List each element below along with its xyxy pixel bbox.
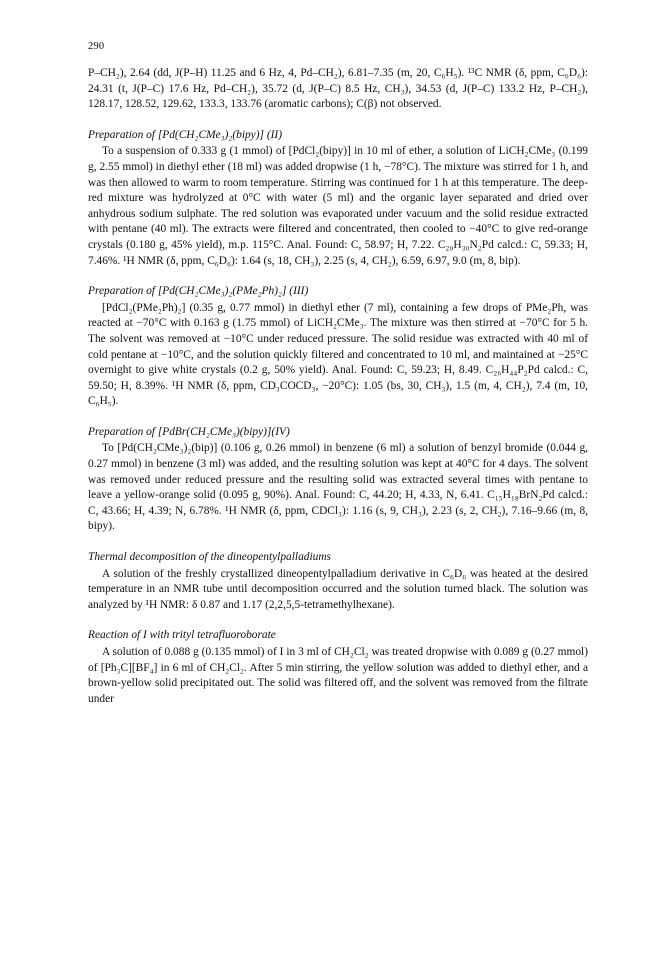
section-heading: Preparation of [Pd(CH₂CMe₃)₂(PMe₂Ph)₂] (III) (88, 285, 309, 298)
section-prep-iv (88, 425, 588, 535)
section-paragraph: [PdCl₂(PMe₂Ph)₂] (0.35 g, 0.77 mmol) in diethyl ether (7 ml), containing a few drops of PMe₂Ph, was reacted at −70°C with 0.163 g (1.75 mmol) of LiCH₂CMe₃. The mixture was then stirred at −70°C for 5 h. The solvent was removed at −10°C under reduced pressure. The solid residue was extracted with 40 ml of cold pentane at −10°C, and the solution quickly filtered and concentrated to 10 ml, and maintained at −25°C overnight to give white crystals (0.2 g, 50% yield). Anal. Found: C, 59.23; H, 8.49. C₂₆H₄₄P₂Pd calcd.: C, 59.50; H, 8.39%. ¹H NMR (δ, ppm, CD₃COCD₃, −20°C): 1.05 (bs, 30, CH₃), 1.5 (m, 4, CH₂), 7.4 (m, 10, C₆H₅). (88, 301, 588, 408)
section-paragraph: A solution of the freshly crystallized dineopentylpalladium derivative in C₆D₆ was heated at the desired temperature in an NMR tube until decomposition occurred and the solution turned black. The solution was analyzed by ¹H NMR: δ 0.87 and 1.17 (2,2,5,5-tetramethylhexane). (88, 567, 588, 611)
section-trityl-reaction (88, 628, 588, 707)
section-heading: Thermal decomposition of the dineopentylpalladiums (88, 551, 331, 564)
section-paragraph: A solution of 0.088 g (0.135 mmol) of I in 3 ml of CH₂Cl₂ was treated dropwise with 0.089 g (0.27 mmol) of [Ph₃C][BF₄] in 6 ml of CH₂Cl₂. After 5 min stirring, the yellow solution was added to diethyl ether, and a brown-yellow solid precipitated out. The solid was filtered off, and the solvent was removed from the filtrate under (88, 646, 588, 705)
page-number: 290 (88, 41, 105, 52)
section-paragraph: To [Pd(CH₂CMe₃)₂(bip)] (0.106 g, 0.26 mmol) in benzene (6 ml) a solution of benzyl bromide (0.044 g, 0.27 mmol) in benzene (3 ml) was added, and the resulting solution was kept at 40°C for 4 days. The solvent was removed under reduced pressure and the resulting solid was extracted several times with pentane to leave a yellow-orange solid (0.095 g, 90%). Anal. Found: C, 44.20; H, 4.33, N, 6.41. C₁₅H₁₈BrN₂Pd calcd.: C, 43.66; H, 4.39; N, 6.78%. ¹H NMR (δ, ppm, CDCl₃): 1.16 (s, 9, CH₃), 2.23 (s, 2, CH₂), 7.16–9.66 (m, 8, bipy). (88, 442, 588, 533)
section-thermal-decomposition (88, 550, 588, 613)
section-prep-iii (88, 284, 588, 410)
body-text (88, 66, 588, 707)
section-paragraph: To a suspension of 0.333 g (1 mmol) of [PdCl₂(bipy)] in 10 ml of ether, a solution of LiCH₂CMe₃ (0.199 g, 2.55 mmol) in diethyl ether (18 ml) was added dropwise (1 h, −78°C). The mixture was stirred for 1 h, and was then allowed to warm to room temperature. Stirring was continued for 1 h at this temperature. The deep-red mixture was hydrolyzed at 0°C with water (5 ml) and the organic layer separated and dried over anhydrous sodium sulphate. The red solution was evaporated under vacuum and the solid residue extracted with pentane (40 ml). The extracts were filtered and concentrated, then cooled to −40°C to give red-orange crystals (0.180 g, 45% yield), m.p. 115°C. Anal. Found: C, 58.97; H, 7.22. C₂₀H₃₀N₂Pd calcd.: C, 59.33; H, 7.46%. ¹H NMR (δ, ppm, C₆D₆): 1.64 (s, 18, CH₃), 2.25 (s, 4, CH₂), 6.59, 6.97, 9.0 (m, 8, bip). (88, 145, 588, 267)
intro-paragraph: P–CH₂), 2.64 (dd, J(P–H) 11.25 and 6 Hz, 4, Pd–CH₂), 6.81–7.35 (m, 20, C₆H₅). ¹³C NMR (δ, ppm, C₆D₆): 24.31 (t, J(P–C) 17.6 Hz, Pd–CH₂), 35.72 (d, J(P–C) 8.5 Hz, CH₃), 34.53 (d, J(P–C) 133.2 Hz, P–CH₂), 128.17, 128.52, 129.62, 133.3, 133.76 (aromatic carbons); C(β) not observed. (88, 67, 588, 111)
section-heading: Reaction of I with trityl tetrafluoroborate (88, 629, 276, 642)
section-heading: Preparation of [PdBr(CH₂CMe₃)(bipy)](IV) (88, 425, 290, 438)
section-heading: Preparation of [Pd(CH₂CMe₃)₂(bipy)] (II) (88, 128, 282, 141)
section-prep-ii (88, 128, 588, 269)
